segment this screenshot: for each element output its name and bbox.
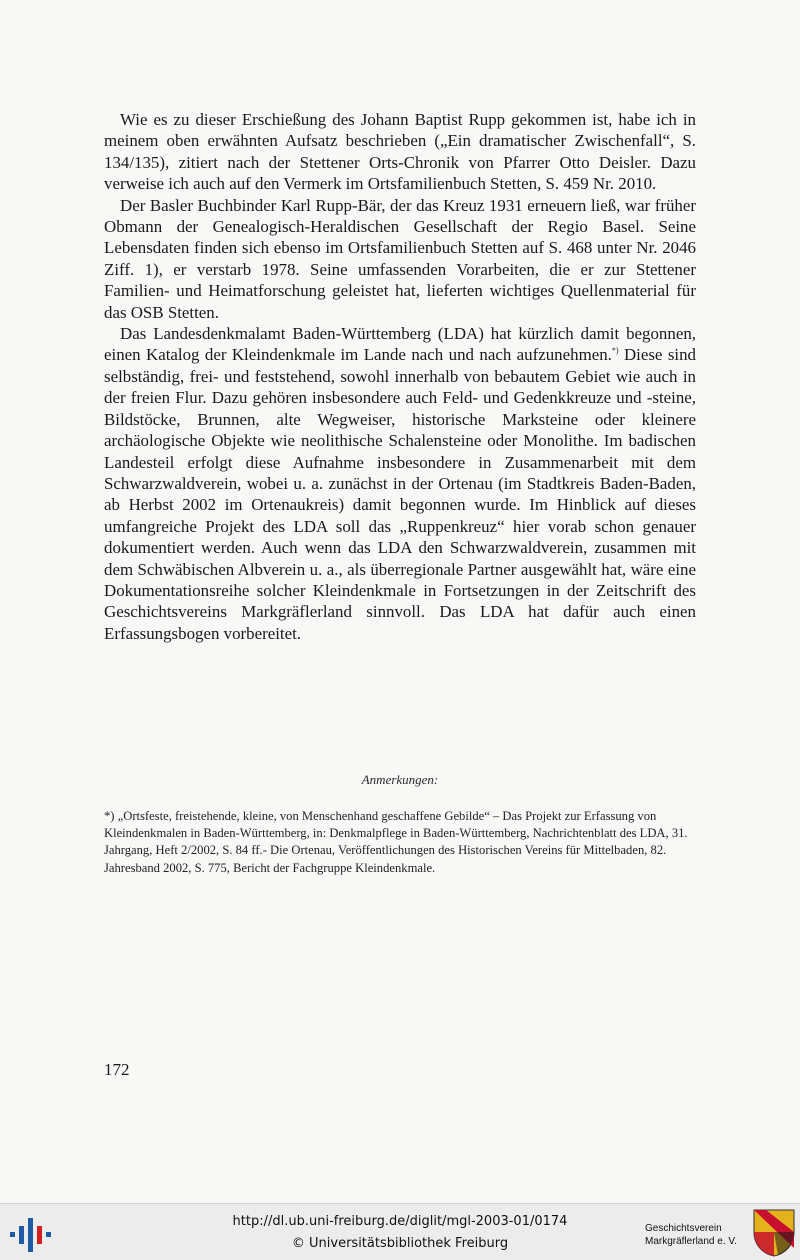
footnote-reference[interactable]: *) <box>611 346 619 356</box>
society-name-line-1: Geschichtsverein <box>645 1223 722 1234</box>
paragraph-3-start: Das Landesdenkmalamt Baden-Württemberg (LDA) hat kürzlich damit begonnen, einen Katalog der Kleindenkmale im Lande nach und nach aufzunehmen. <box>104 324 696 365</box>
society-name[interactable] <box>645 1222 755 1248</box>
permalink-url[interactable]: http://dl.ub.uni-freiburg.de/diglit/mgl-2003-01/0174 <box>232 1214 568 1229</box>
coat-of-arms-icon[interactable] <box>752 1208 796 1258</box>
notes-heading: Anmerkungen: <box>361 772 439 787</box>
paragraph-3-end: Diese sind selbständig, frei- und feststehend, sowohl innerhalb von bebautem Gebiet wie auch in der freien Flur. Dazu gehören insbesondere auch Feld- und Gedenkkreuze und -steine, Bildstöcke, Brunnen, alte Wegweiser, historische Marksteine oder kleinere archäologische Objekte wie neolithische Schalensteine oder Monolithe. Im badischen Landesteil erfolgt diese Aufnahme insbesondere in Zusammenarbeit mit dem Schwarzwaldverein, wobei u. a. zunächst in der Ortenau (im Stadtkreis Baden-Baden, ab Herbst 2002 im Ortenaukreis) damit begonnen wurde. Im Hinblick auf dieses umfangreiche Projekt des LDA soll das „Ruppenkreuz“ hier vorab schon genauer dokumentiert werden. Auch wenn das LDA den Schwarzwaldverein, zusammen mit dem Schwäbischen Albverein u. a., als überregionale Partner ausgewählt hat, wäre eine Dokumentationsreihe solcher Kleindenkmale in Fortsetzungen in der Zeitschrift des Geschichtsvereins Markgräflerland sinnvoll. Das LDA hat dafür auch einen Erfassungsbogen vorbereitet. <box>104 345 696 643</box>
copyright-notice: © Universitätsbibliothek Freiburg <box>291 1236 509 1251</box>
footnote: *) „Ortsfeste, freistehende, kleine, von Menschenhand geschaffene Gebilde“ – Das Projekt zur Erfassung von Kleindenkmalen in Baden-Württemberg, in: Denkmalpflege in Baden-Württemberg, Nachrichtenblatt des LDA, 31. Jahrgang, Heft 2/2002, S. 84 ff.- Die Ortenau, Veröffentlichungen des Historischen Vereins für Mittelbaden, 82. Jahresband 2002, S. 775, Bericht der Fachgruppe Kleindenkmale. <box>104 809 688 875</box>
page-number: 172 <box>104 1060 130 1079</box>
paragraph-1: Wie es zu dieser Erschießung des Johann Baptist Rupp gekommen ist, habe ich in meinem oben erwähnten Aufsatz beschrieben („Ein dramatischer Zwischenfall“, S. 134/135), zitiert nach der Stettener Orts-Chronik von Pfarrer Otto Deisler. Dazu verweise ich auch auf den Vermerk im Ortsfamilienbuch Stetten, S. 459 Nr. 2010. <box>104 110 696 194</box>
viewer-footer <box>0 1203 800 1260</box>
society-name-line-2: Markgräflerland e. V. <box>645 1236 737 1247</box>
body-text <box>104 109 696 644</box>
paragraph-3 <box>104 323 696 644</box>
paragraph-2: Der Basler Buchbinder Karl Rupp-Bär, der das Kreuz 1931 erneuern ließ, war früher Obmann der Genealogisch-Heraldischen Gesellschaft der Regio Basel. Seine Lebensdaten finden sich ebenso im Ortsfamilienbuch Stetten auf S. 468 unter Nr. 2046 Ziff. 1), er verstarb 1978. Seine umfassenden Vorarbeiten, die er zur Stettener Familien- und Heimatforschung geleistet hat, lieferten wichtiges Quellenmaterial für das OSB Stetten. <box>104 195 696 322</box>
